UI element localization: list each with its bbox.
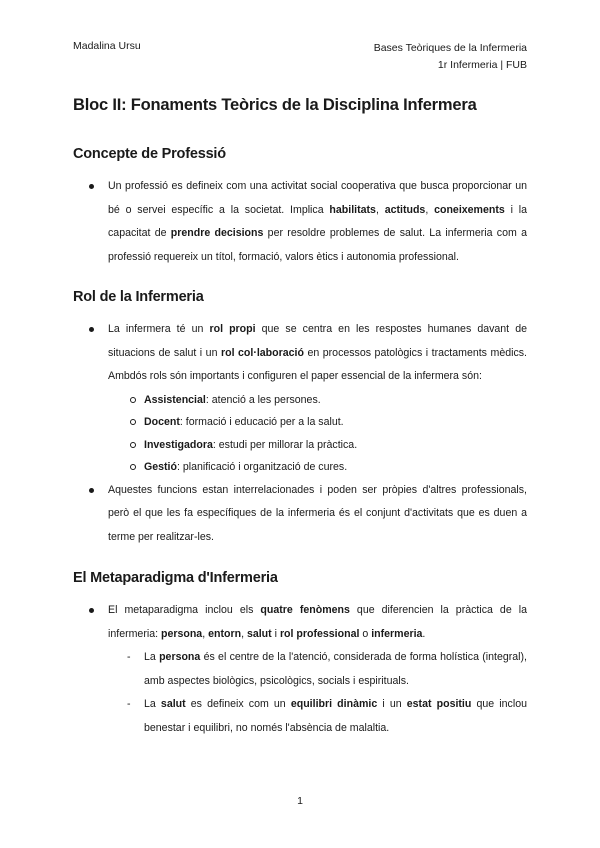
dash-item: - La persona és el centre de la l'atenció, considerada de forma holística (integral), amb aspectes biològics, psicològics, socials i espirituals.	[73, 646, 527, 693]
page-title: Bloc II: Fonaments Teòrics de la Disciplina Infermera	[73, 96, 477, 114]
section-heading: El Metaparadigma d'Infermeria	[73, 570, 278, 586]
circle-bullet-icon	[130, 419, 136, 425]
circle-bullet-icon	[130, 397, 136, 403]
header-course: Bases Teòriques de la Infermeria	[373, 42, 527, 54]
bullet-icon	[89, 608, 94, 613]
section-heading: Rol de la Infermeria	[73, 289, 204, 305]
bullet-paragraph: Aquestes funcions estan interrelacionades i poden ser pròpies d'altres professionals, però el que les fa específiques de la infermeria és el conjunt d'activitats que es duen a terme per realitzar-les.	[73, 479, 527, 550]
role-item: Investigadora: estudi per millorar la pràctica.	[73, 434, 527, 457]
bullet-icon	[89, 488, 94, 493]
circle-bullet-icon	[130, 464, 136, 470]
header-author: Madalina Ursu	[73, 40, 141, 52]
bullet-paragraph: La infermera té un rol propi que se centra en les respostes humanes davant de situacions de salut i un rol col·laboració en processos patològics i tractaments mèdics. Ambdós rols són importants i configuren el paper essencial de la infermera són:	[73, 318, 527, 389]
header-course-info	[374, 40, 527, 74]
role-item: Docent: formació i educació per a la salut.	[73, 411, 527, 434]
section-nursing-role	[73, 289, 527, 549]
section-profession	[73, 146, 527, 269]
dash-item: - La salut es defineix com un equilibri dinàmic i un estat positiu que inclou benestar i equilibri, no només l'absència de malaltia.	[73, 693, 527, 740]
document-body	[73, 96, 527, 740]
section-metaparadigm	[73, 570, 527, 740]
role-item: Gestió: planificació i organització de cures.	[73, 456, 527, 479]
circle-bullet-icon	[130, 442, 136, 448]
bullet-icon	[89, 327, 94, 332]
bullet-paragraph: Un professió es defineix com una activitat social cooperativa que busca proporcionar un bé o servei específic a la societat. Implica habilitats, actituds, coneixements i la capacitat de prendre decisions per resoldre problemes de salut. La infermeria com a professió requereix un títol, formació, valors ètics i autonomia professional.	[73, 175, 527, 269]
header-program: 1r Infermeria | FUB	[437, 59, 527, 71]
section-heading: Concepte de Professió	[73, 146, 226, 162]
dash-bullet: -	[127, 698, 131, 710]
page-number: 1	[297, 795, 303, 807]
bullet-paragraph: El metaparadigma inclou els quatre fenòmens que diferencien la pràctica de la infermeria: persona, entorn, salut i rol professional o infermeria.	[73, 599, 527, 646]
bullet-icon	[89, 184, 94, 189]
role-item: Assistencial: atenció a les persones.	[73, 389, 527, 412]
dash-bullet: -	[127, 651, 131, 663]
